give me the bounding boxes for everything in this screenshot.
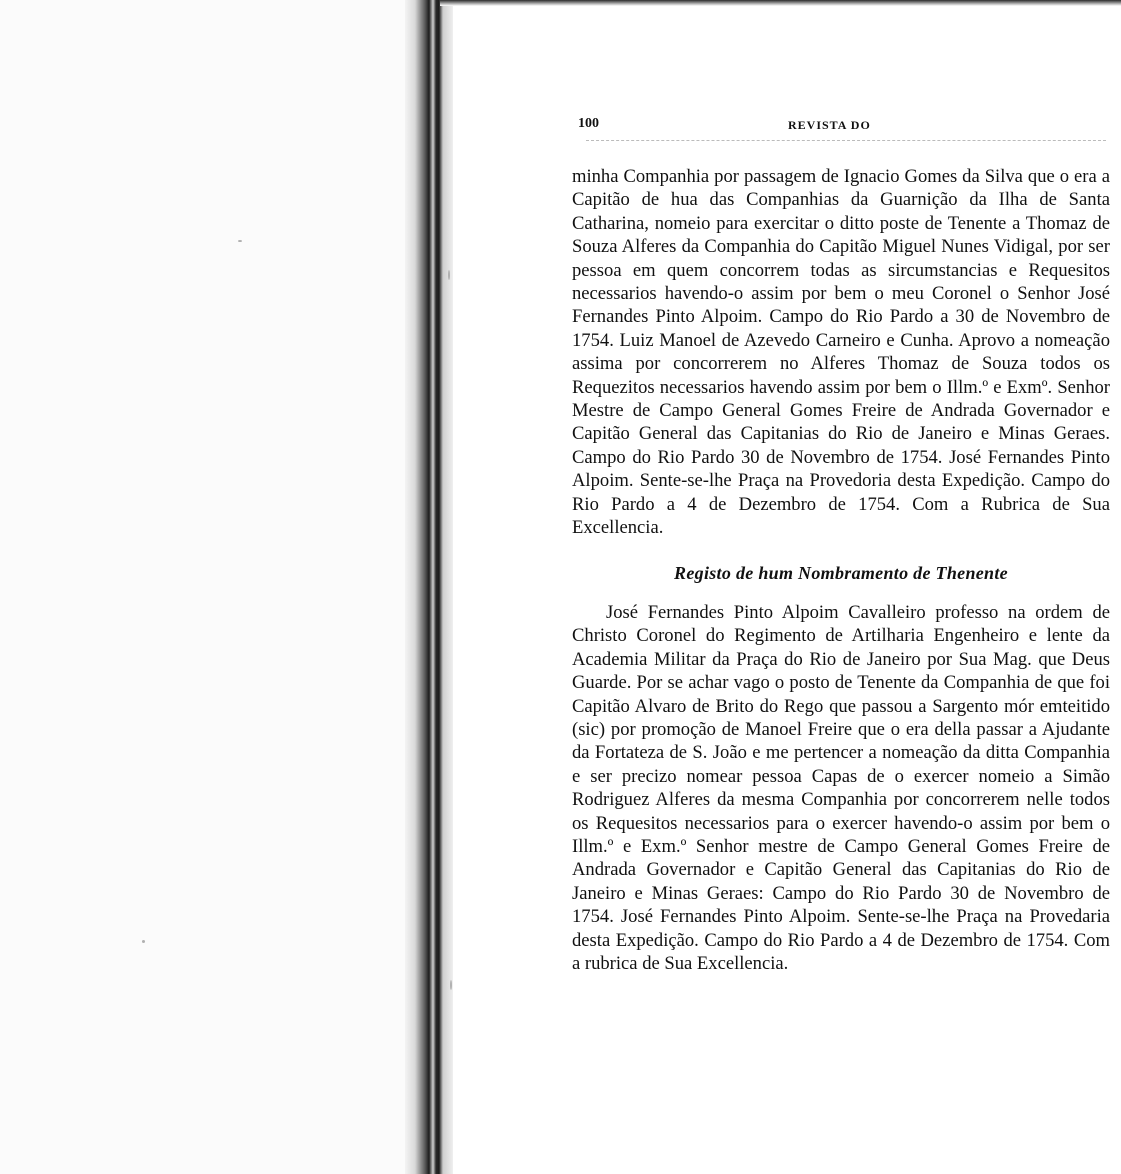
paragraph-2: José Fernandes Pinto Alpoim Cavalleiro professo na ordem de Christo Coronel do Regimento de Artilharia Engenheiro e lente da Academia Militar da Praça do Rio de Janeiro por Sua Mag. que Deus Guarde. Por se achar vago o posto de Tenente da Companhia de que foi Capitão Alvaro de Brito do Rego que passou a Sargento mór emteitido (sic) por promoção de Manoel Freire que o era della passar a Ajudante da Fortateza de S. João e me pertencer a nomeação da ditta Companhia e ser precizo nomear pessoa Capas de o exercer nomeio a Simão Rodriguez Alferes da mesma Companhia por concorrerem nelle todos os Requesitos necessarios para o exercer havendo-o assim por bem o Illm.º e Exm.º Senhor mestre de Campo General Gomes Freire de Andrada Governador e Capitão General das Capitanias do Rio de Janeiro e Minas Geraes: Campo do Rio Pardo 30 de Novembro de 1754. José Fernandes Pinto Alpoim. Sente-se-lhe Praça na Provedaria desta Expedição. Campo do Rio Pardo a 4 de Dezembro de 1754. Com a rubrica de Sua Excellencia. <box>572 601 1110 974</box>
header-rule <box>586 140 1106 141</box>
running-title: REVISTA DO <box>788 118 871 132</box>
page-number: 100 <box>578 116 599 131</box>
book-gutter <box>405 0 453 1174</box>
book-page <box>572 112 1110 975</box>
scan-speck <box>142 940 145 943</box>
paragraph-1: minha Companhia por passagem de Ignacio Gomes da Silva que o era a Capitão de hua das Companhias da Guarnição da Ilha de Santa Catharina, nomeio para exercitar o ditto poste de Tenente a Thomaz de Souza Alferes da Companhia do Capitão Miguel Nunes Vidigal, por ser pessoa em quem concorrem todas as sircumstancias e Requesitos necessarios havendo-o assim por bem o meu Coronel o Senhor José Fernandes Pinto Alpoim. Campo do Rio Pardo a 30 de Novembro de 1754. Luiz Manoel de Azevedo Carneiro e Cunha. Aprovo a nomeação assima por concorrerem no Alferes Thomaz de Souza todos os Requezitos necessarios havendo assim por bem o Illm.º e Exmº. Senhor Mestre de Campo General Gomes Freire de Andrada Governador e Capitão General das Capitanias do Rio de Janeiro e Minas Geraes. Campo do Rio Pardo 30 de Novembro de 1754. José Fernandes Pinto Alpoim. Sente-se-lhe Praça na Provedoria desta Expedição. Campo do Rio Pardo a 4 de Dezembro de 1754. Com a Rubrica de Sua Excellencia. <box>572 166 1110 539</box>
scan-speck <box>448 270 450 280</box>
running-head <box>572 112 1110 138</box>
facing-page-blank <box>0 0 405 1174</box>
body-text <box>572 165 1110 975</box>
scan-speck <box>238 240 242 242</box>
page-top-edge <box>440 0 1121 6</box>
scan-speck <box>450 980 452 990</box>
section-title: Registo de hum Nombramento de Thenente <box>674 562 1008 583</box>
